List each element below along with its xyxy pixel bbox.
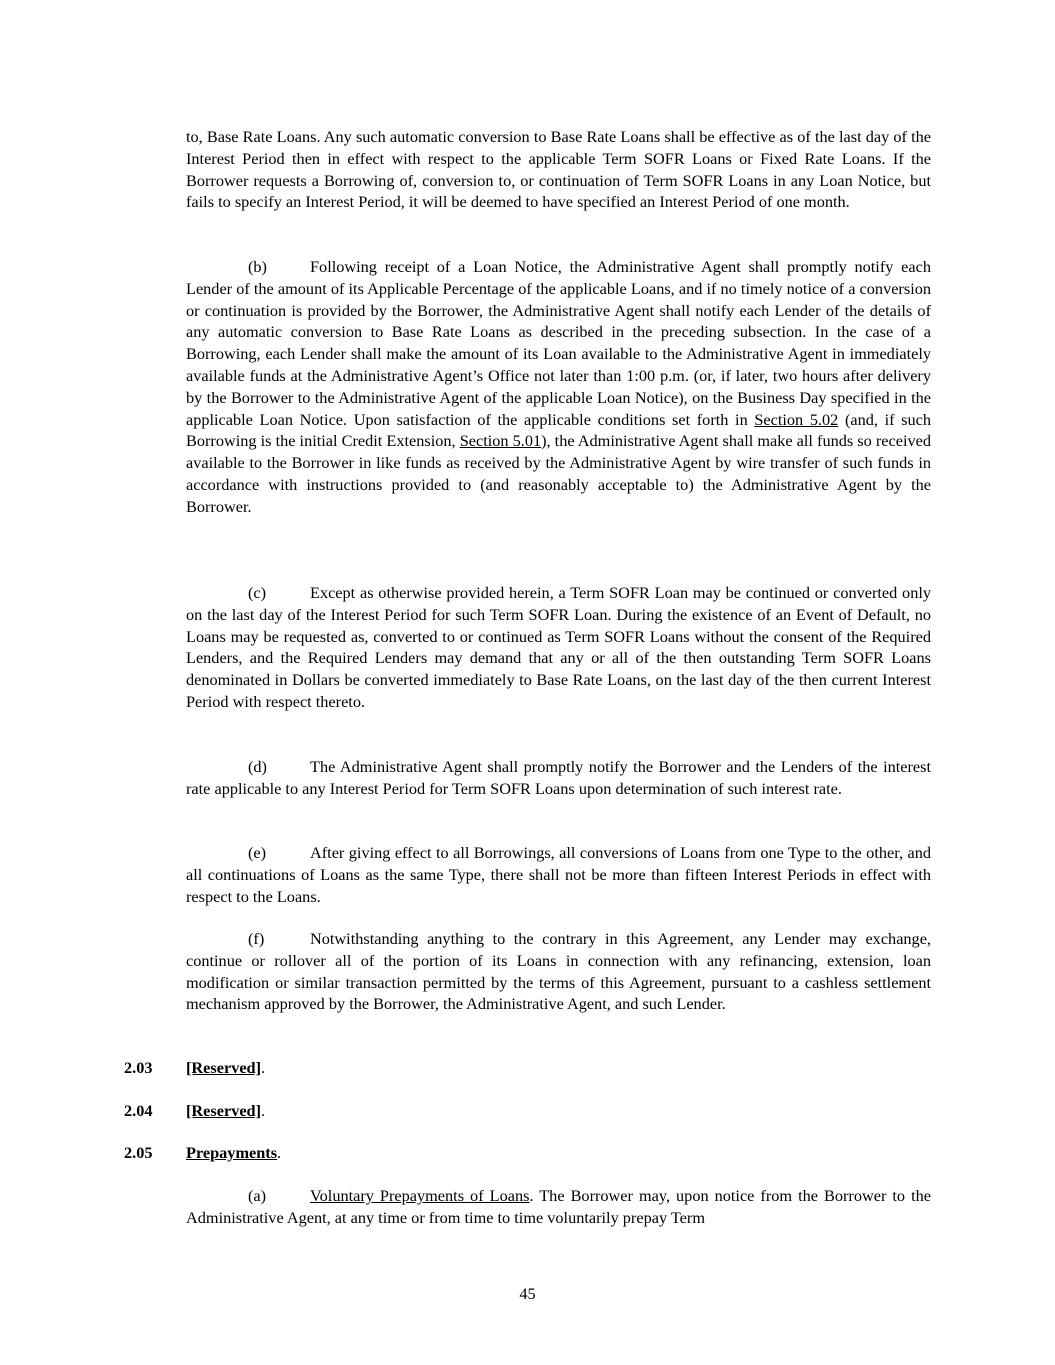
- paragraph-e-text: After giving effect to all Borrowings, all conversions of Loans from one Type to the other, and all continuations of Loans as the same Type, there shall not be more than fifteen Interest Periods in effect with respect to the Loans.: [186, 843, 931, 906]
- paragraph-b-text-1: Following receipt of a Loan Notice, the Administrative Agent shall promptly notify each Lender of the amount of its Applicable Percentage of the applicable Loans, and if no timely notice of a conversion or continuation is provided by the Borrower, the Administrative Agent shall notify each Lender of the details of any automatic conversion to Base Rate Loans as described in the preceding subsection. In the case of a Borrowing, each Lender shall make the amount of its Loan available to the Administrative Agent in immediately available funds at the Administrative Agent’s Office not later than 1:00 p.m. (or, if later, two hours after delivery by the Borrower to the Administrative Agent of the applicable Loan Notice), on the Business Day specified in the applicable Loan Notice. Upon satisfaction of the applicable conditions set forth in: [186, 257, 931, 429]
- paragraph-b-label: (b): [248, 257, 267, 276]
- paragraph-f-label: (f): [248, 929, 265, 948]
- section-title: [Reserved]: [186, 1101, 262, 1120]
- section-5-01-reference: Section 5.01: [459, 431, 542, 451]
- section-title-suffix: .: [277, 1143, 282, 1162]
- paragraph-d: [186, 756, 931, 800]
- paragraph-intro: [186, 126, 931, 213]
- paragraph-e: [186, 842, 931, 907]
- page-number: 45: [519, 1284, 536, 1303]
- paragraph-c-text: Except as otherwise provided herein, a Term SOFR Loan may be continued or converted only on the last day of the Interest Period for such Term SOFR Loan. During the existence of an Event of Default, no Loans may be requested as, converted to or continued as Term SOFR Loans without the consent of the Required Lenders, and the Required Lenders may demand that any or all of the then outstanding Term SOFR Loans denominated in Dollars be converted immediately to Base Rate Loans, on the last day of the then current Interest Period with respect thereto.: [186, 583, 931, 711]
- paragraph-prepayments-a-label: (a): [248, 1186, 267, 1205]
- paragraph-c-label: (c): [248, 583, 267, 602]
- paragraph-prepayments-a: [186, 1185, 931, 1229]
- paragraph-b-text-3: ), the Administrative Agent shall make all funds so received available to the Borrower in like funds as received by the Administrative Agent by wire transfer of such funds in accordance with instructions provided to (and reasonably acceptable to) the Administrative Agent by the Borrower.: [186, 431, 931, 516]
- section-number: 2.04: [124, 1101, 153, 1120]
- section-title: Prepayments: [186, 1143, 278, 1162]
- section-heading-2-03: [124, 1057, 265, 1079]
- paragraph-f: [186, 928, 931, 1015]
- paragraph-c: [186, 582, 931, 713]
- paragraph-d-label: (d): [248, 757, 267, 776]
- section-title-suffix: .: [261, 1058, 266, 1077]
- paragraph-f-text: Notwithstanding anything to the contrary in this Agreement, any Lender may exchange, continue or rollover all of the portion of its Loans in connection with any refinancing, extension, loan modification or similar transaction permitted by the terms of this Agreement, pursuant to a cashless settlement mechanism approved by the Borrower, the Administrative Agent, and such Lender.: [186, 929, 931, 1014]
- paragraph-d-text: The Administrative Agent shall promptly notify the Borrower and the Lenders of the interest rate applicable to any Interest Period for Term SOFR Loans upon determination of such interest rate.: [186, 757, 931, 798]
- section-number: 2.05: [124, 1143, 153, 1162]
- section-heading-2-04: [124, 1100, 265, 1122]
- paragraph-prepayments-a-text: . The Borrower may, upon notice from the Borrower to the Administrative Agent, at any time or from time to time voluntarily prepay Term: [186, 1186, 931, 1227]
- voluntary-prepayments-heading: Voluntary Prepayments of Loans: [310, 1186, 530, 1205]
- section-number: 2.03: [124, 1058, 153, 1077]
- paragraph-intro-text: to, Base Rate Loans. Any such automatic conversion to Base Rate Loans shall be effective as of the last day of the Interest Period then in effect with respect to the applicable Term SOFR Loans or Fixed Rate Loans. If the Borrower requests a Borrowing of, conversion to, or continuation of Term SOFR Loans in any Loan Notice, but fails to specify an Interest Period, it will be deemed to have specified an Interest Period of one month.: [186, 127, 931, 212]
- section-heading-2-05: [124, 1142, 281, 1164]
- paragraph-e-label: (e): [248, 843, 267, 862]
- paragraph-b: [186, 256, 931, 518]
- section-title-suffix: .: [261, 1101, 266, 1120]
- section-5-02-reference: Section 5.02: [754, 409, 839, 429]
- paragraph-b-text-2: (and, if such Borrowing is the initial Credit Extension,: [186, 409, 932, 451]
- section-title: [Reserved]: [186, 1058, 262, 1077]
